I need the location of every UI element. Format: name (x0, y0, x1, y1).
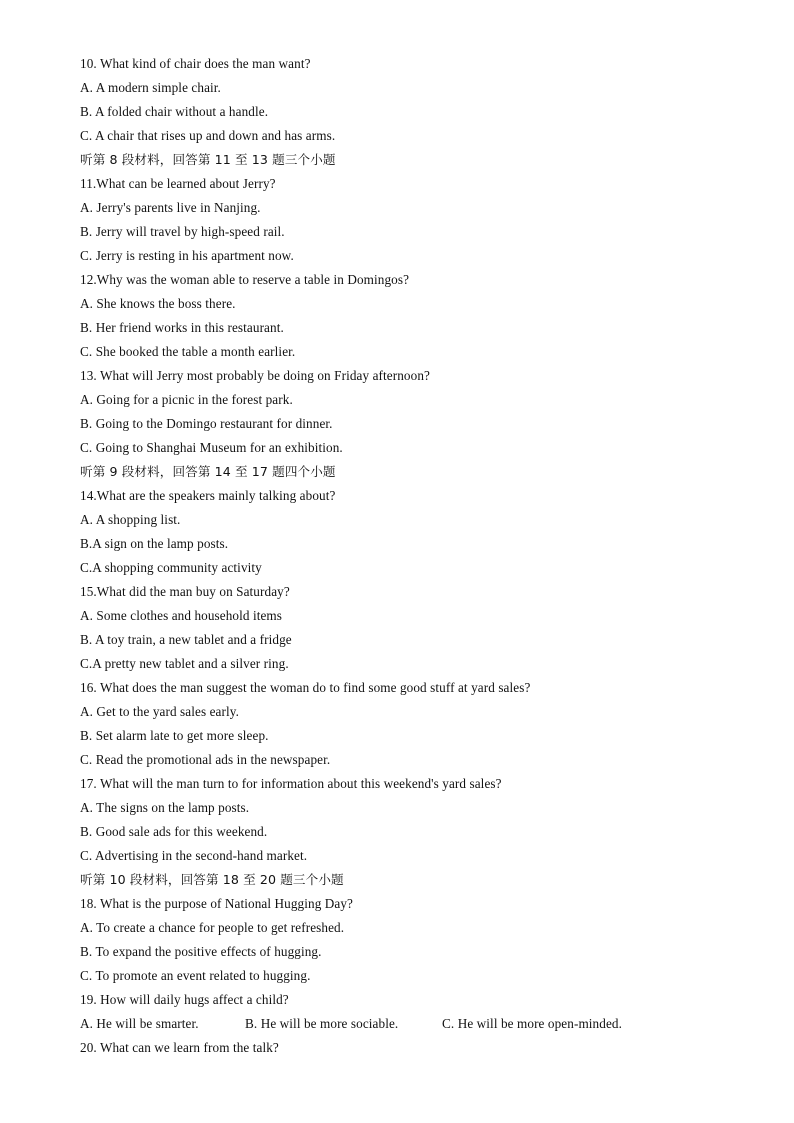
option-19-b: B. He will be more sociable. (245, 1016, 399, 1031)
option-18-a: A. To create a chance for people to get refreshed. (80, 920, 345, 935)
option-17-c: C. Advertising in the second-hand market. (80, 848, 308, 863)
question-15: 15.What did the man buy on Saturday? (80, 584, 290, 599)
option-12-a: A. She knows the boss there. (80, 296, 236, 311)
option-13-a: A. Going for a picnic in the forest park. (80, 392, 293, 407)
option-14-b: B.A sign on the lamp posts. (80, 536, 229, 551)
option-14-a: A. A shopping list. (80, 512, 181, 527)
option-16-b: B. Set alarm late to get more sleep. (80, 728, 269, 743)
options-19 (80, 1012, 760, 1036)
option-11-b: B. Jerry will travel by high-speed rail. (80, 224, 285, 239)
question-17: 17. What will the man turn to for information about this weekend's yard sales? (80, 776, 502, 791)
option-19-c: C. He will be more open-minded. (442, 1016, 622, 1031)
option-16-c: C. Read the promotional ads in the newspaper. (80, 752, 331, 767)
option-12-c: C. She booked the table a month earlier. (80, 344, 296, 359)
section-heading-9: 听第 9 段材料，回答第 14 至 17 题四个小题 (80, 464, 336, 479)
section-heading-8: 听第 8 段材料，回答第 11 至 13 题三个小题 (80, 152, 336, 167)
option-11-a: A. Jerry's parents live in Nanjing. (80, 200, 261, 215)
option-15-b: B. A toy train, a new tablet and a fridge (80, 632, 292, 647)
option-15-c: C.A pretty new tablet and a silver ring. (80, 656, 289, 671)
question-12: 12.Why was the woman able to reserve a table in Domingos? (80, 272, 410, 287)
question-20: 20. What can we learn from the talk? (80, 1040, 279, 1055)
question-13: 13. What will Jerry most probably be doing on Friday afternoon? (80, 368, 430, 383)
question-10: 10. What kind of chair does the man want? (80, 56, 311, 71)
question-11: 11.What can be learned about Jerry? (80, 176, 276, 191)
question-16: 16. What does the man suggest the woman do to find some good stuff at yard sales? (80, 680, 531, 695)
option-12-b: B. Her friend works in this restaurant. (80, 320, 284, 335)
section-heading-10: 听第 10 段材料，回答第 18 至 20 题三个小题 (80, 872, 344, 887)
option-11-c: C. Jerry is resting in his apartment now. (80, 248, 294, 263)
question-list (80, 52, 760, 1060)
question-18: 18. What is the purpose of National Hugging Day? (80, 896, 354, 911)
option-10-b: B. A folded chair without a handle. (80, 104, 269, 119)
option-10-a: A. A modern simple chair. (80, 80, 221, 95)
option-17-b: B. Good sale ads for this weekend. (80, 824, 268, 839)
option-16-a: A. Get to the yard sales early. (80, 704, 239, 719)
option-18-b: B. To expand the positive effects of hugging. (80, 944, 322, 959)
option-15-a: A. Some clothes and household items (80, 608, 283, 623)
question-14: 14.What are the speakers mainly talking about? (80, 488, 336, 503)
option-18-c: C. To promote an event related to hugging. (80, 968, 311, 983)
question-19: 19. How will daily hugs affect a child? (80, 992, 289, 1007)
option-10-c: C. A chair that rises up and down and has arms. (80, 128, 336, 143)
option-13-b: B. Going to the Domingo restaurant for dinner. (80, 416, 333, 431)
option-14-c: C.A shopping community activity (80, 560, 262, 575)
option-19-a: A. He will be smarter. (80, 1016, 199, 1031)
option-17-a: A. The signs on the lamp posts. (80, 800, 250, 815)
option-13-c: C. Going to Shanghai Museum for an exhibition. (80, 440, 343, 455)
